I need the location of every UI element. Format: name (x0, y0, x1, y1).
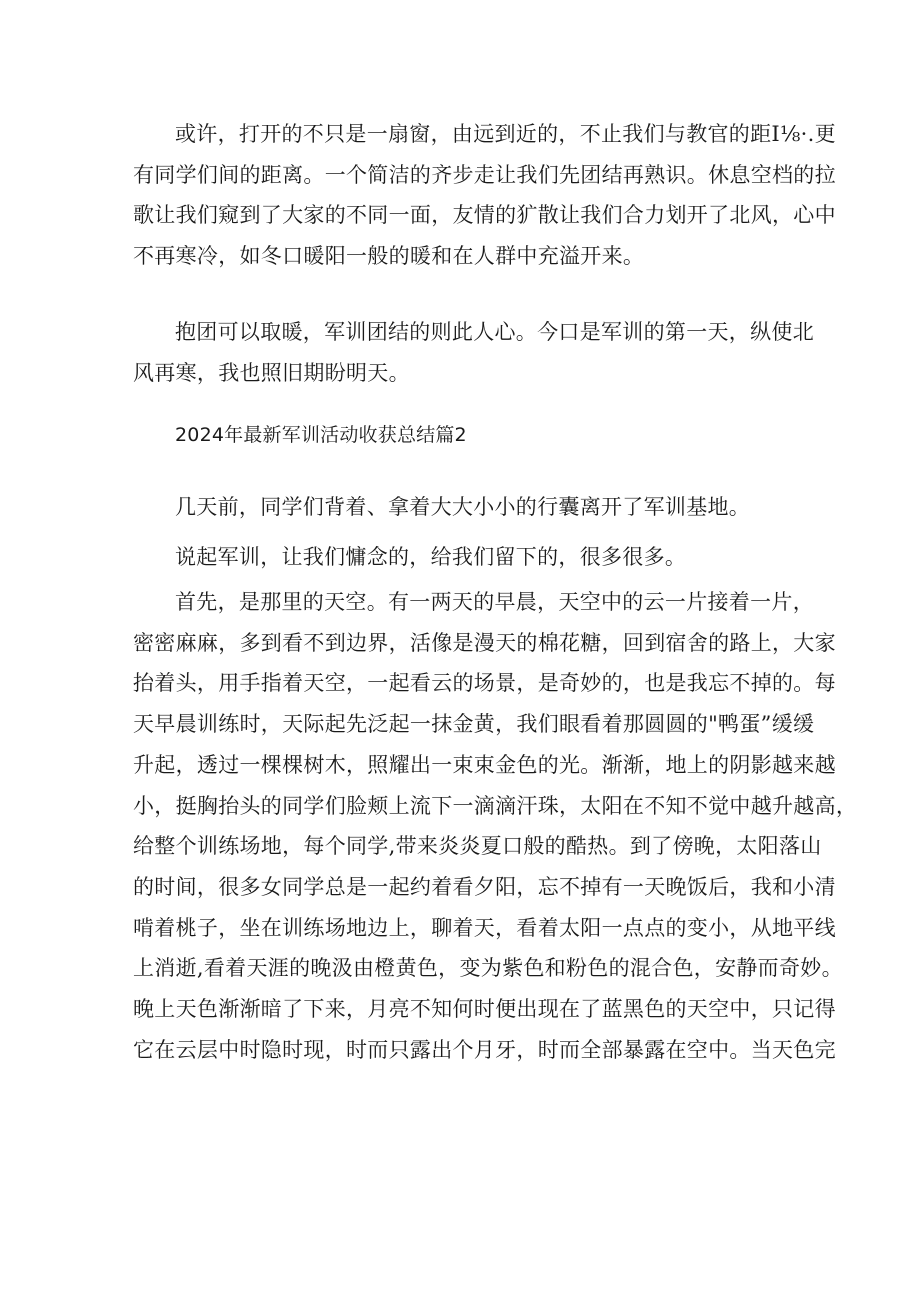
paragraph-sky (133, 582, 858, 1070)
paragraph-window (133, 114, 836, 277)
paragraph-days-ago (133, 487, 803, 528)
text-line: 它在云层中时隐时现，时而只露出个月牙，时而全部暴露在空中。当天色完 (133, 1037, 836, 1062)
text-line: 上消逝,看着天涯的晚汲由橙黄色，变为紫色和粉色的混合色，安静而奇妙。 (133, 956, 843, 981)
text-line: 小，挺胸抬头的同学们脸颊上流下一滴滴汗珠，太阳在不知不觉中越升越高， (133, 793, 858, 818)
text-line: 歌让我们窥到了大家的不同一面，友情的犷散让我们合力划开了北风，心中 (133, 203, 836, 228)
text-line: 风再寒，我也照旧期盼明天。 (133, 360, 410, 385)
text-line: 晚上天色渐渐暗了下来，月亮不知何时便出现在了蓝黑色的天空中，只记得 (133, 997, 836, 1022)
text-line: 升起，透过一棵棵树木，照耀出一束束金色的光。渐渐，地上的阴影越来越 (133, 752, 836, 777)
text-line: 或许，打开的不只是一扇窗，由远到近的，不止我们与教官的距I⅛·.更 (175, 122, 836, 146)
text-line: 不再寒冷，如冬口暖阳一般的暖和在人群中充溢开来。 (133, 244, 645, 269)
paragraph-memories (133, 537, 803, 578)
text-line: 说起军训，让我们慵念的，给我们留下的，很多很多。 (175, 545, 687, 569)
text-line: 的时间，很多女同学总是一起约着看夕阳，忘不掉有一天晚饭后，我和小清 (133, 874, 836, 899)
text-line: 首先，是那里的天空。有一两天的早晨，天空中的云一片接着一片， (175, 590, 814, 614)
paragraph-unity (133, 312, 814, 393)
text-line: 抬着头，用手指着天空，一起看云的场景，是奇妙的，也是我忘不掉的。每 (133, 671, 836, 696)
text-line: 啃着桃子，坐在训练场地边上，聊着天，看着太阳一点点的变小，从地平线 (133, 915, 836, 940)
text-line: 抱团可以取暖，军训团结的则此人心。今口是军训的第一天，纵使北 (175, 320, 814, 344)
text-line: 几天前，同学们背着、拿着大大小小的行囊离开了军训基地。 (175, 495, 751, 519)
text-line: 给整个训练场地，每个同学,带来炎炎夏口般的酷热。到了傍晚，太阳落山 (133, 834, 822, 859)
section-heading: 2024年最新军训活动收获总结篇2 (175, 424, 467, 446)
text-line: 密密麻麻，多到看不到边界，活像是漫天的棉花糖，回到宿舍的路上，大家 (133, 630, 836, 655)
text-line: 天早晨训练时，天际起先泛起一抹金黄，我们眼看着那圆圆的"鸭蛋”缓缓 (133, 712, 815, 737)
text-line: 有同学们间的距离。一个简洁的齐步走让我们先团结再熟识。休息空档的拉 (133, 162, 836, 187)
